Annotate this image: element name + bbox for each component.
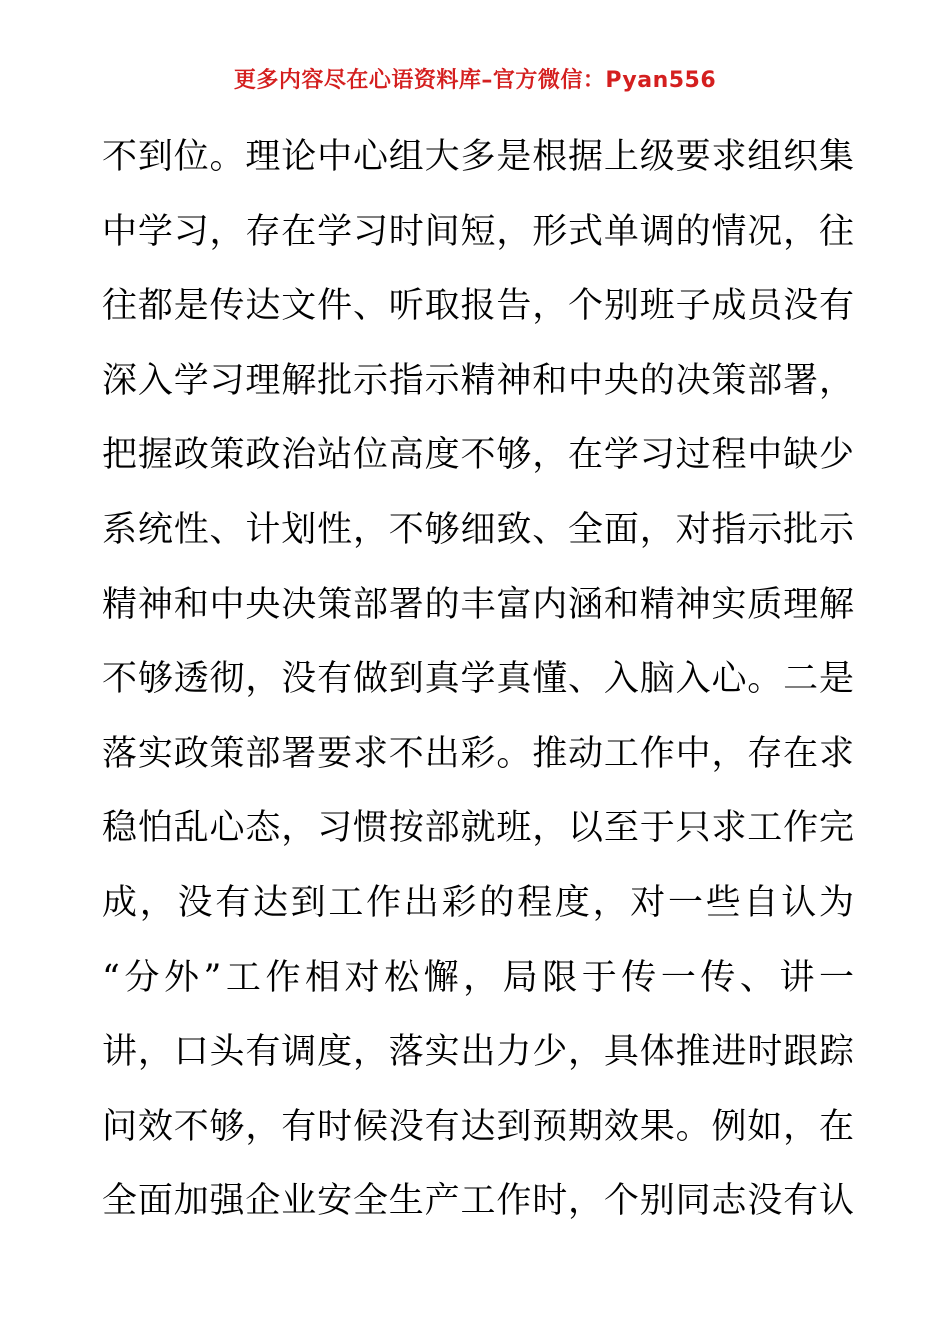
text-line: 中学习，存在学习时间短，形式单调的情况，往	[102, 211, 854, 252]
text-line: “分外”工作相对松懈，局限于传一传、讲一	[102, 957, 854, 998]
text-line: 成，没有达到工作出彩的程度，对一些自认为	[102, 882, 854, 923]
page-header-watermark: 更多内容尽在心语资料库–官方微信：Pyan556	[233, 68, 717, 93]
text-line: 系统性、计划性，不够细致、全面，对指示批示	[102, 509, 854, 550]
text-line: 讲，口头有调度，落实出力少，具体推进时跟踪	[102, 1032, 854, 1073]
text-line: 深入学习理解批示指示精神和中央的决策部署，	[102, 360, 854, 401]
text-line: 把握政策政治站位高度不够，在学习过程中缺少	[102, 435, 854, 476]
text-line: 不到位。理论中心组大多是根据上级要求组织集	[102, 137, 854, 177]
text-line: 不够透彻，没有做到真学真懂、入脑入心。二是	[102, 659, 854, 700]
text-line: 往都是传达文件、听取报告，个别班子成员没有	[102, 286, 854, 327]
text-line: 精神和中央决策部署的丰富内涵和精神实质理解	[102, 584, 854, 625]
text-line: 问效不够，有时候没有达到预期效果。例如，在	[102, 1106, 854, 1147]
document-body	[102, 120, 854, 1239]
text-line: 稳怕乱心态，习惯按部就班，以至于只求工作完	[102, 808, 854, 849]
text-line: 全面加强企业安全生产工作时，个别同志没有认	[102, 1181, 854, 1222]
text-line: 落实政策部署要求不出彩。推动工作中，存在求	[102, 733, 854, 774]
